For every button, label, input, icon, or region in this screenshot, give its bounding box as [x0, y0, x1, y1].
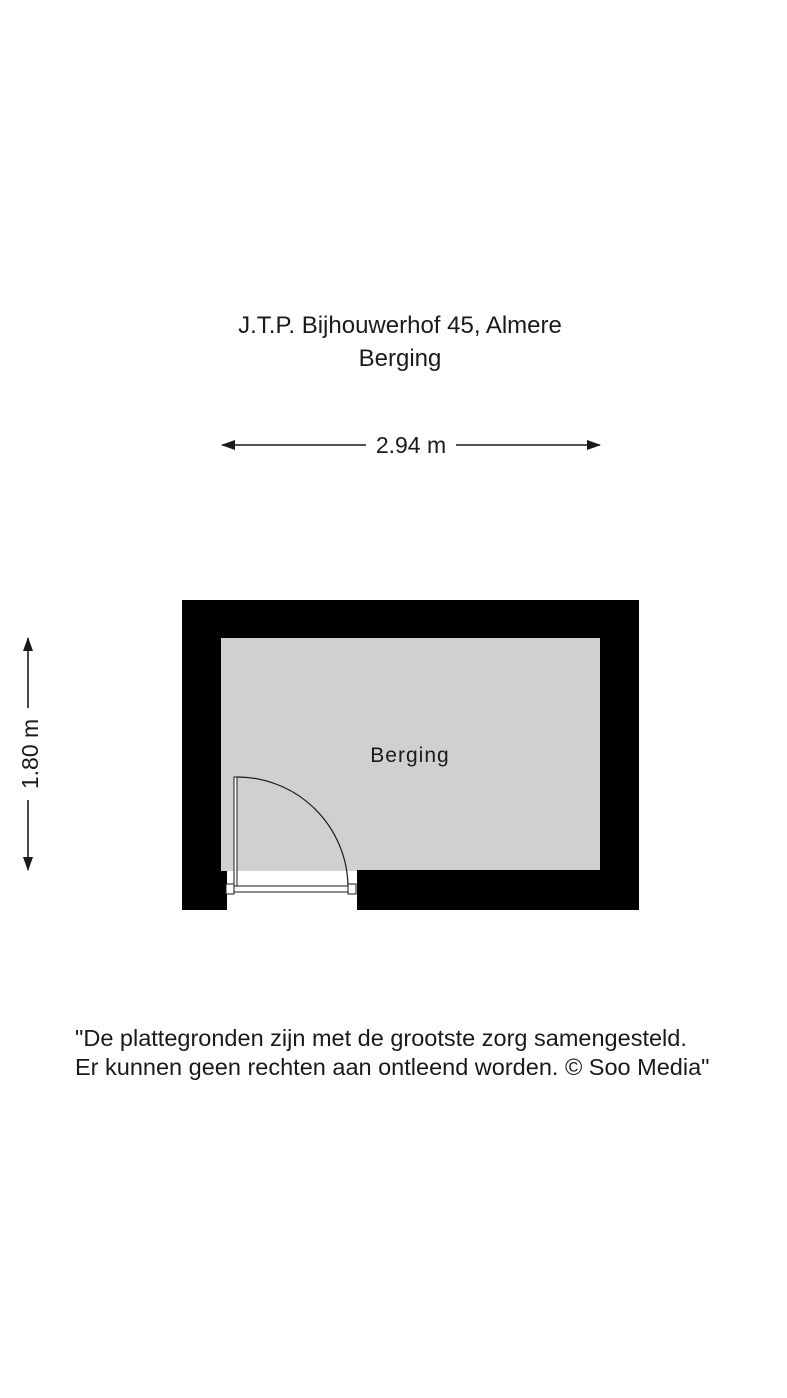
door-jamb-left	[226, 884, 234, 894]
door-opening	[221, 869, 357, 911]
height-dimension-label: 1.80 m	[17, 718, 43, 790]
width-dimension-label: 2.94 m	[375, 432, 447, 458]
door-leaf	[234, 777, 237, 886]
door-jamb-right	[348, 884, 356, 894]
width-dimension	[222, 432, 600, 458]
floor-threshold-fill	[221, 869, 357, 871]
floor-name: Berging	[358, 345, 442, 372]
door-gap	[227, 869, 357, 911]
disclaimer-line-1: "De plattegronden zijn met de grootste zorg samengesteld.	[75, 1025, 687, 1051]
disclaimer-line-2: Er kunnen geen rechten aan ontleend worden. © Soo Media"	[75, 1054, 710, 1080]
disclaimer	[75, 1024, 775, 1082]
room-label-berging: Berging	[370, 744, 450, 767]
property-address: J.T.P. Bijhouwerhof 45, Almere	[238, 312, 562, 339]
height-dimension	[17, 638, 43, 870]
